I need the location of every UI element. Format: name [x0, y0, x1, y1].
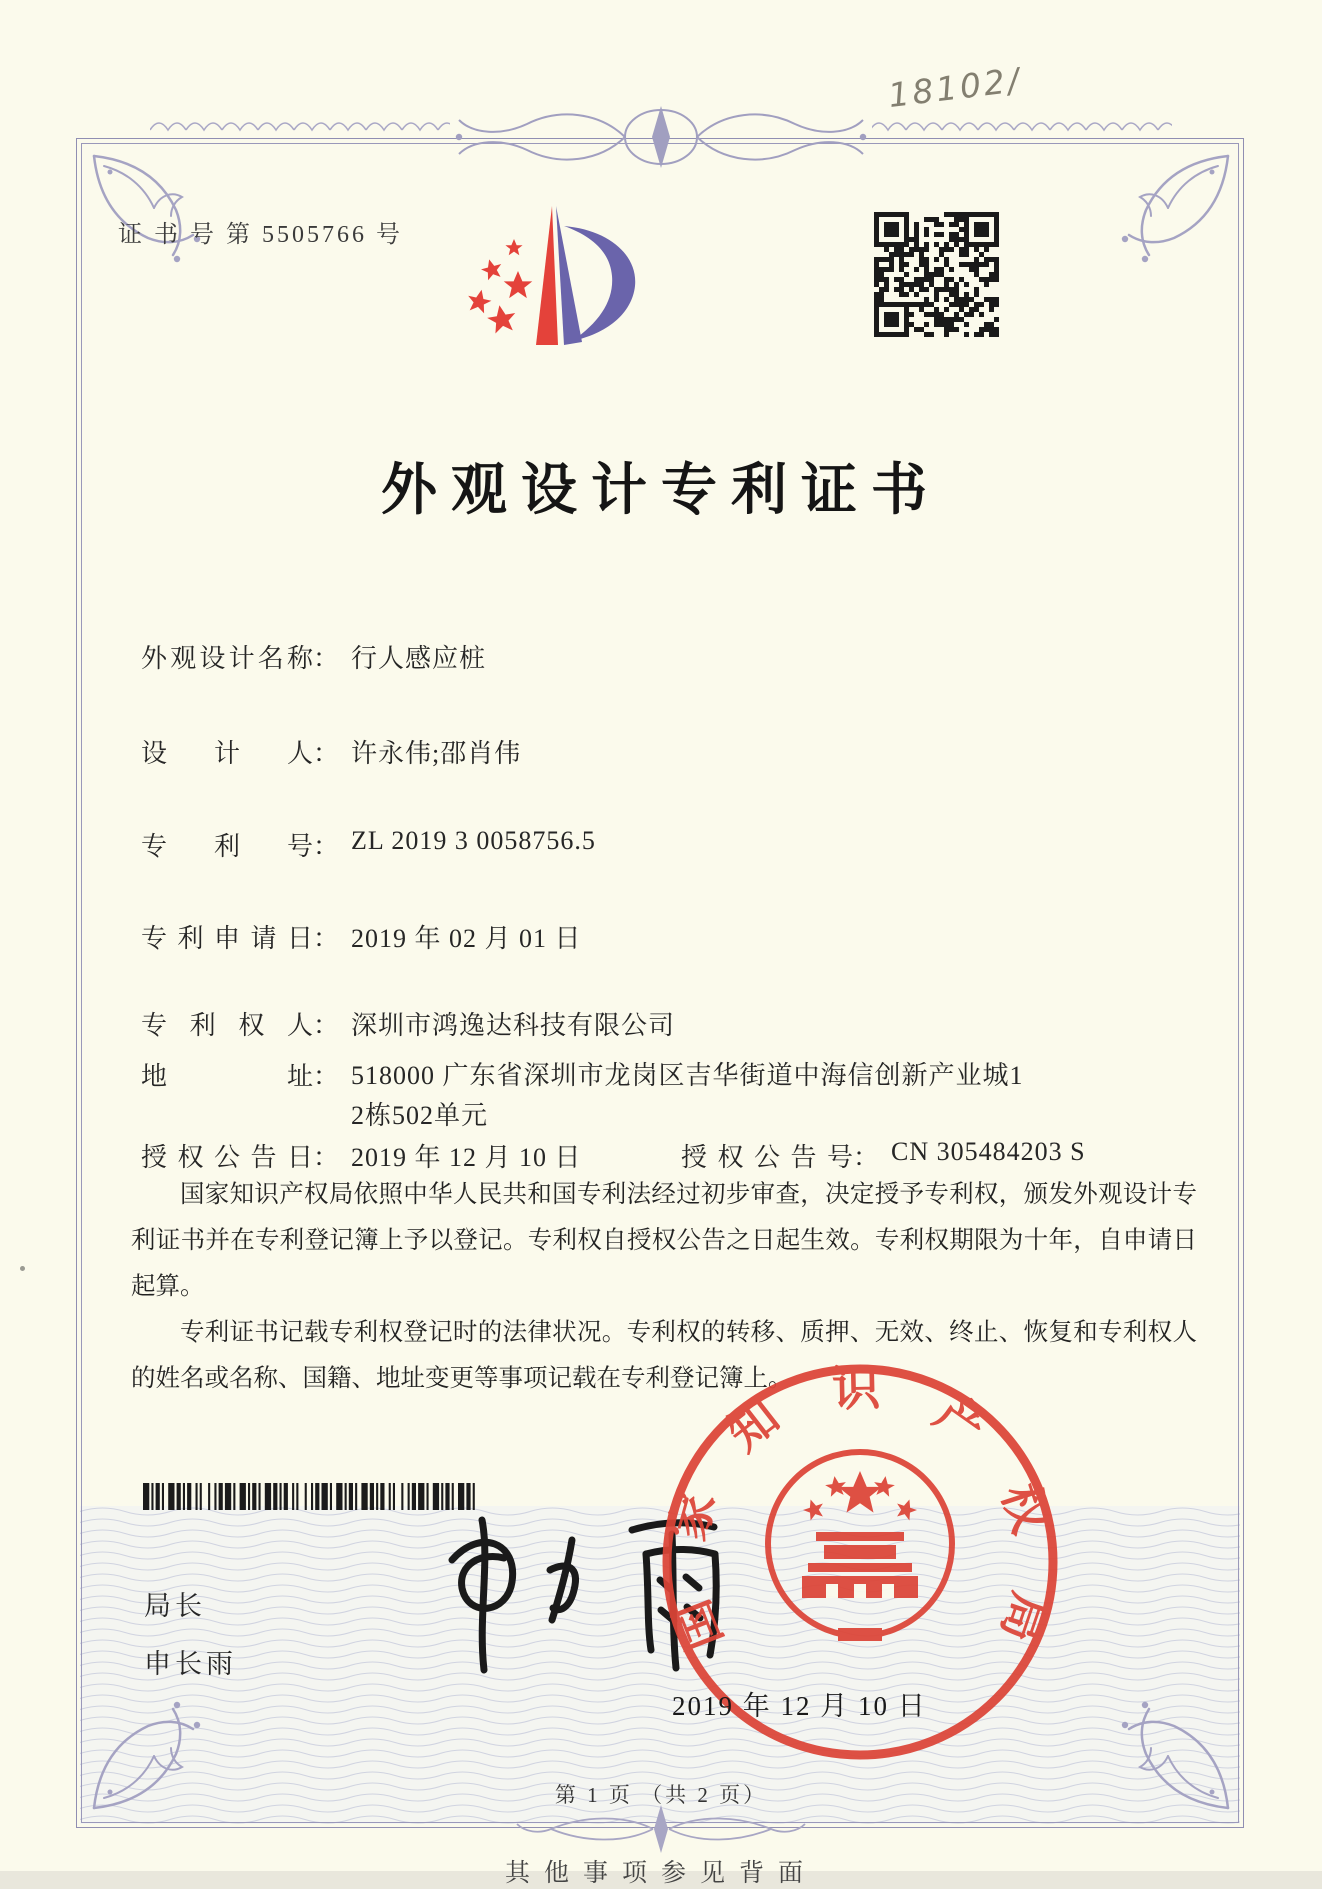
- next-page-glimpse: 其他事项参见背面: [504, 1860, 817, 1887]
- field-grant-number: [681, 1137, 1086, 1174]
- field-label: 专利申请日: [141, 924, 313, 953]
- field-patent-number: [141, 826, 1201, 863]
- label-colon: ：: [313, 1011, 340, 1040]
- handwritten-number: 18102/: [886, 59, 1024, 116]
- field-label: 设计人: [141, 739, 313, 768]
- national-emblem-icon: [768, 1452, 952, 1641]
- label-colon: ：: [853, 1143, 880, 1172]
- corner-flourish-top-right: [1118, 150, 1234, 266]
- address-line-1: 518000 广东省深圳市龙岗区吉华街道中海信创新产业城1: [351, 1061, 1024, 1090]
- field-value: CN 305484203 S: [891, 1137, 1086, 1166]
- field-label: 地址: [141, 1062, 313, 1091]
- field-value: 深圳市鸿逸达科技有限公司: [351, 1011, 676, 1040]
- certificate-number: 证 书 号 第 5505766 号: [118, 222, 403, 248]
- seal-arc-text: 国家知识产权局: [661, 1362, 1057, 1657]
- director-name: 申长雨: [144, 1649, 237, 1679]
- field-patentee: [141, 1005, 1201, 1042]
- seal-date: 2019 年 12 月 10 日: [672, 1691, 927, 1721]
- qr-code: [874, 212, 999, 337]
- field-design-name: [141, 638, 1201, 675]
- field-filing-date: [141, 918, 1201, 955]
- top-center-ornament: [451, 94, 871, 180]
- field-value: 行人感应桩: [351, 644, 487, 673]
- address-line-2: 2栋502单元: [351, 1101, 489, 1130]
- director-title: 局长: [144, 1591, 206, 1621]
- field-value: 2019 年 12 月 10 日: [351, 1143, 582, 1172]
- field-label: 外观设计名称: [141, 644, 313, 673]
- body-paragraph-2: 专利证书记载专利权登记时的法律状况。专利权的转移、质押、无效、终止、恢复和专利权人的姓名或名称、国籍、地址变更等事项记载在专利登记簿上。: [131, 1319, 1197, 1392]
- certificate-title: 外观设计专利证书: [381, 460, 941, 522]
- body-paragraph-1: 国家知识产权局依照中华人民共和国专利法经过初步审查，决定授予专利权，颁发外观设计专利证书并在专利登记簿上予以登记。专利权自授权公告之日起生效。专利权期限为十年，自申请日起算。: [131, 1181, 1197, 1300]
- label-colon: ：: [313, 832, 340, 861]
- label-colon: ：: [313, 924, 340, 953]
- field-grant-row: [141, 1137, 1201, 1174]
- field-value: 许永伟;邵肖伟: [351, 739, 522, 768]
- svg-text:国家知识产权局: [662, 1363, 1057, 1657]
- label-colon: ：: [313, 1143, 340, 1172]
- field-label: 专利号: [141, 832, 313, 861]
- field-designer: [141, 733, 1201, 770]
- field-value: ZL 2019 3 0058756.5: [351, 826, 596, 855]
- label-colon: ：: [313, 739, 340, 768]
- field-value: [351, 1056, 1024, 1136]
- label-colon: ：: [313, 1062, 340, 1091]
- field-address: [141, 1056, 1201, 1136]
- scan-speck: [20, 1266, 25, 1271]
- page-footer: 第 1 页 （共 2 页）: [554, 1783, 768, 1807]
- patent-office-logo: [452, 198, 652, 350]
- field-label: 专利权人: [141, 1011, 313, 1040]
- field-label: 授权公告日: [141, 1143, 313, 1172]
- field-label: 授权公告号: [681, 1143, 853, 1172]
- label-colon: ：: [313, 644, 340, 673]
- field-value: 2019 年 02 月 01 日: [351, 924, 582, 953]
